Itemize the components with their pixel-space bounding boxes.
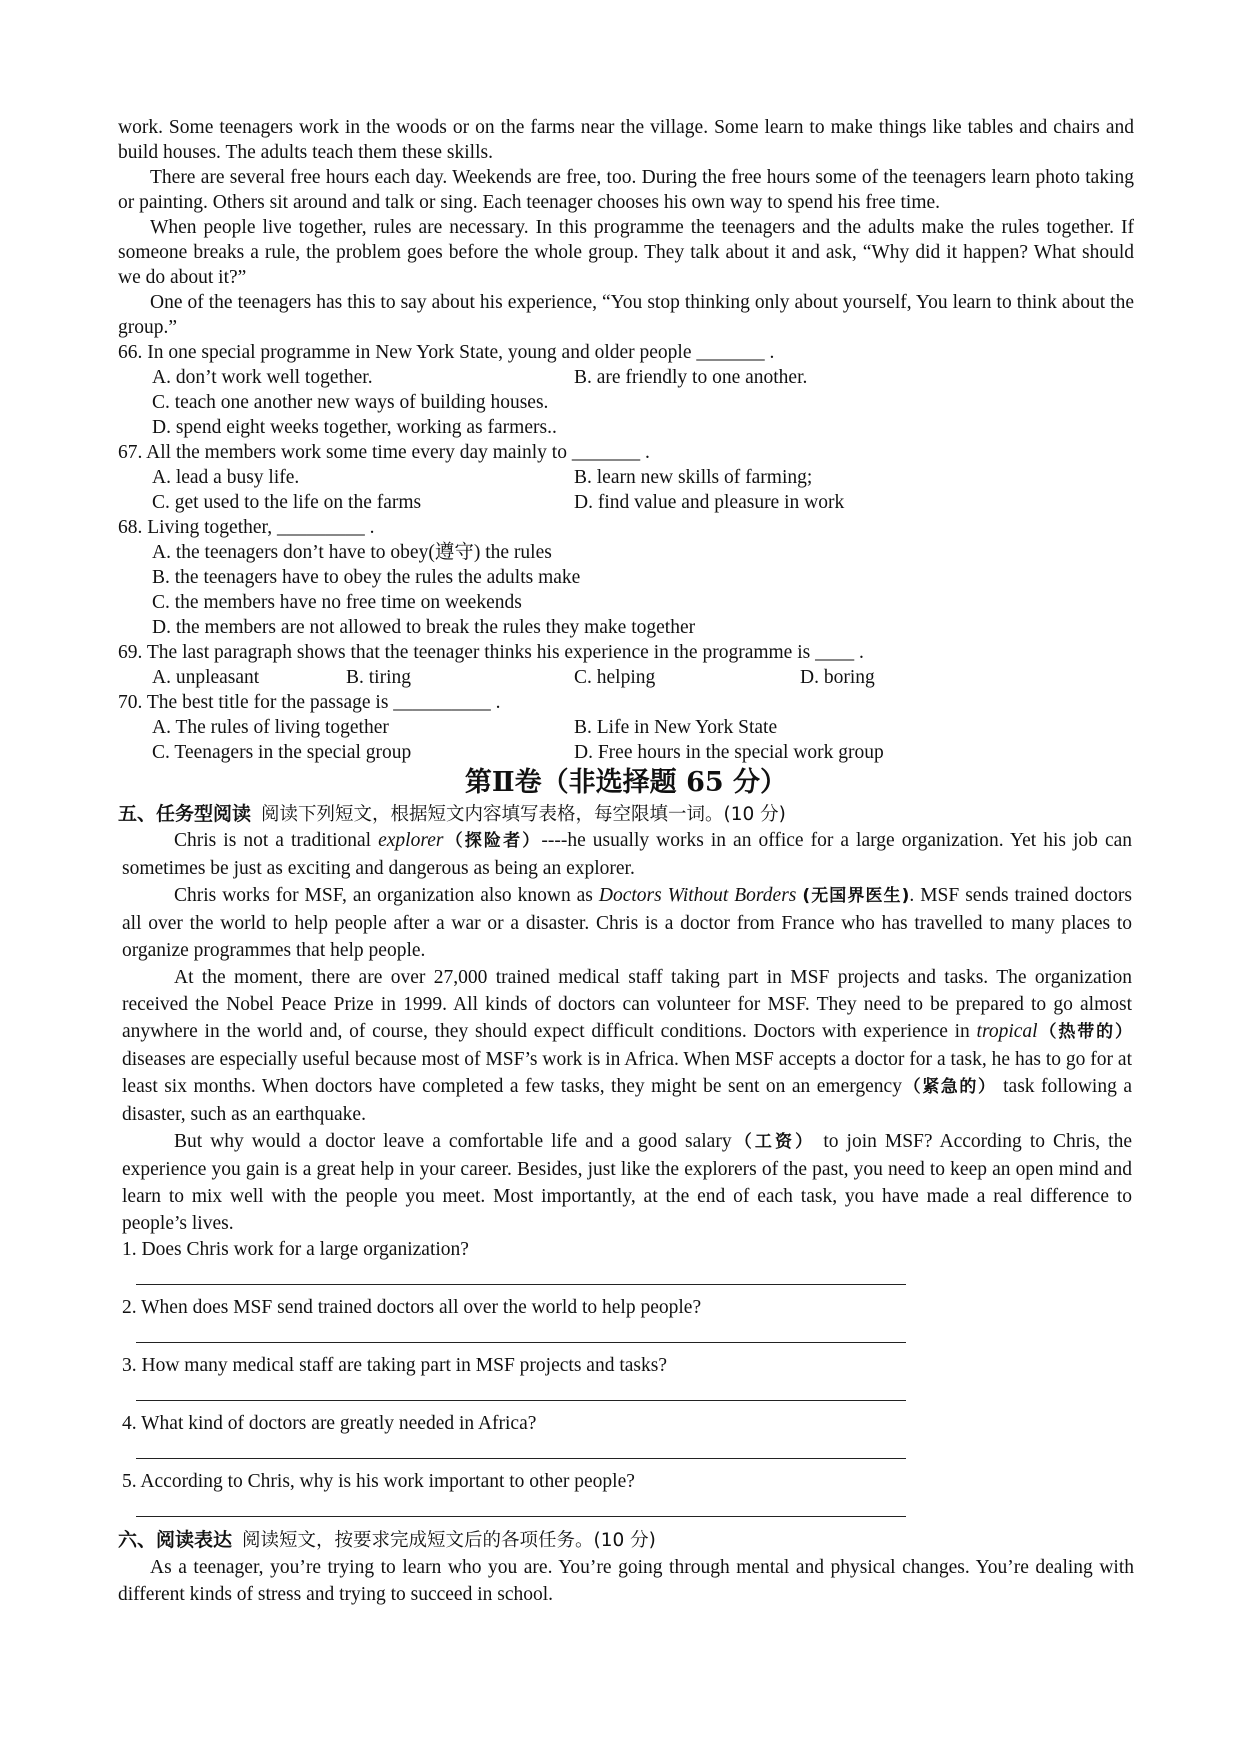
option-d: D. the members are not allowed to break the rules they make together (152, 617, 696, 638)
passage-paragraph: work. Some teenagers work in the woods or on the farms near the village. Some learn to make things like tables and chairs and build houses. The adults teach them these skills. (118, 117, 1134, 163)
question-69 (118, 640, 1134, 690)
question-stem: 68. Living together, _________ . (118, 517, 375, 538)
passage-paragraph (122, 964, 1132, 1128)
section-6 (118, 1527, 1134, 1608)
question-stem: 69. The last paragraph shows that the teenager thinks his experience in the programme is ____ . (118, 642, 864, 663)
text-run: Doctors Without Borders (598, 885, 797, 906)
option-c: C. helping (574, 667, 656, 688)
passage-paragraph: When people live together, rules are necessary. In this programme the teenagers and the adults make the rules together. If someone breaks a rule, the problem goes before the whole group. They talk about it and ask, “Why did it happen? What should we do about it?” (118, 217, 1134, 288)
option-b: B. learn new skills of farming; (574, 467, 813, 488)
text-run: Chris is not a traditional (174, 830, 379, 851)
option-c: C. the members have no free time on weekends (152, 592, 522, 613)
passage-paragraph (122, 827, 1132, 882)
answer-line[interactable] (136, 1458, 906, 1459)
question-67 (118, 440, 1134, 515)
option-b: B. the teenagers have to obey the rules the adults make (152, 567, 581, 588)
option-c: C. teach one another new ways of building houses. (152, 392, 549, 413)
option-d: D. Free hours in the special work group (574, 742, 884, 763)
option-row (152, 665, 1134, 690)
answer-question: 4. What kind of doctors are greatly needed in Africa? (122, 1413, 537, 1434)
text-run: . MSF sends trained doctors all over the world to help people after a war or a disaster. Chris is a doctor from France who has travelled to many places to organize programmes that help people. (122, 885, 1132, 961)
answer-question: 2. When does MSF send trained doctors all over the world to help people? (122, 1297, 702, 1318)
gloss: （探险者） (443, 831, 542, 851)
question-68 (118, 515, 1134, 640)
section-5-instruction: 阅读下列短文，根据短文内容填写表格，每空限填一词。(10 分) (261, 804, 786, 825)
text-run: But why would a doctor leave a comfortable life and a good salary (174, 1131, 732, 1152)
text-run: ----he usually works in an office for a large organization. Yet his job can sometimes be just as exciting and dangerous as being an explorer. (122, 830, 1133, 879)
option-c: C. get used to the life on the farms (152, 492, 422, 513)
reading-passage (118, 115, 1134, 340)
answer-line[interactable] (136, 1400, 906, 1401)
passage-paragraph: One of the teenagers has this to say about his experience, “You stop thinking only about yourself, You learn to think about the group.” (118, 292, 1134, 338)
section-5 (118, 802, 1134, 1517)
passage-paragraph: As a teenager, you’re trying to learn who you are. You’re going through mental and physical changes. You’re dealing with different kinds of stress and trying to succeed in school. (118, 1557, 1134, 1605)
text-run: explorer (378, 830, 444, 851)
option-b: B. Life in New York State (574, 717, 778, 738)
question-66 (118, 340, 1134, 440)
text-run: At the moment, there are over 27,000 trained medical staff taking part in MSF projects and tasks. The organization received the Nobel Peace Prize in 1999. All kinds of doctors can volunteer for MSF. They need to be prepared to go almost anywhere in the world and, of course, they should expect difficult conditions. Doctors with experience in (122, 967, 1132, 1042)
answer-line[interactable] (136, 1284, 906, 1285)
gloss: （热带的） (1037, 1022, 1133, 1042)
text-run: tropical (976, 1021, 1038, 1042)
option-row (152, 465, 1134, 490)
question-stem: 67. All the members work some time every day mainly to _______ . (118, 442, 650, 463)
option-a: A. the teenagers don’t have to obey(遵守) the rules (152, 542, 552, 563)
option-row (152, 490, 1134, 515)
option-a: A. The rules of living together (152, 717, 389, 738)
gloss: （紧急的） (901, 1077, 997, 1097)
gloss: (无国界医生) (802, 886, 910, 906)
text-run: Chris works for MSF, an organization also known as (174, 885, 599, 906)
exam-page (118, 115, 1134, 1608)
part2-title: 第Ⅱ卷（非选择题 65 分） (464, 767, 788, 798)
question-70 (118, 690, 1134, 765)
option-b: B. tiring (346, 667, 412, 688)
answer-question: 5. According to Chris, why is his work important to other people? (122, 1471, 635, 1492)
answer-question: 3. How many medical staff are taking part in MSF projects and tasks? (122, 1355, 667, 1376)
option-c: C. Teenagers in the special group (152, 742, 412, 763)
option-a: A. don’t work well together. (152, 367, 373, 388)
passage-paragraph (122, 1128, 1132, 1237)
gloss: （工资） (731, 1132, 816, 1152)
option-b: B. are friendly to one another. (574, 367, 808, 388)
option-d: D. find value and pleasure in work (574, 492, 845, 513)
text-run: diseases are especially useful because most of MSF’s work is in Africa. When MSF accepts a doctor for a task, he has to go for at least six months. When doctors have completed a few tasks, they might be sent on an emergency (122, 1049, 1132, 1097)
text-run: task following a disaster, such as an earthquake. (122, 1076, 1132, 1125)
passage-paragraph (122, 882, 1132, 964)
answer-line[interactable] (136, 1516, 906, 1517)
answer-questions (118, 1237, 1134, 1517)
option-d: D. spend eight weeks together, working as farmers.. (152, 417, 557, 438)
section-6-instruction: 阅读短文，按要求完成短文后的各项任务。(10 分) (242, 1530, 656, 1551)
option-row (152, 715, 1134, 740)
option-a: A. unpleasant (152, 667, 260, 688)
answer-line[interactable] (136, 1342, 906, 1343)
section-6-heading: 六、阅读表达 (118, 1529, 233, 1551)
option-a: A. lead a busy life. (152, 467, 300, 488)
option-row (152, 740, 1134, 765)
question-stem: 70. The best title for the passage is __________ . (118, 692, 501, 713)
passage-paragraph: There are several free hours each day. Weekends are free, too. During the free hours some of the teenagers learn photo taking or painting. Others sit around and talk or sing. Each teenager chooses his own way to spend his free time. (118, 167, 1134, 213)
question-stem: 66. In one special programme in New York State, young and older people _______ . (118, 342, 775, 363)
option-row (152, 365, 1134, 390)
answer-question: 1. Does Chris work for a large organization? (122, 1239, 469, 1260)
text-run: to join MSF? According to Chris, the experience you gain is a great help in your career. Besides, just like the explorers of the past, you need to keep an open mind and learn to mix well with the people you meet. Most importantly, at the end of each task, you have made a real difference to people’s lives. (122, 1131, 1132, 1234)
option-d: D. boring (800, 667, 875, 688)
section-5-heading: 五、任务型阅读 (118, 803, 252, 825)
msf-passage (122, 827, 1132, 1237)
